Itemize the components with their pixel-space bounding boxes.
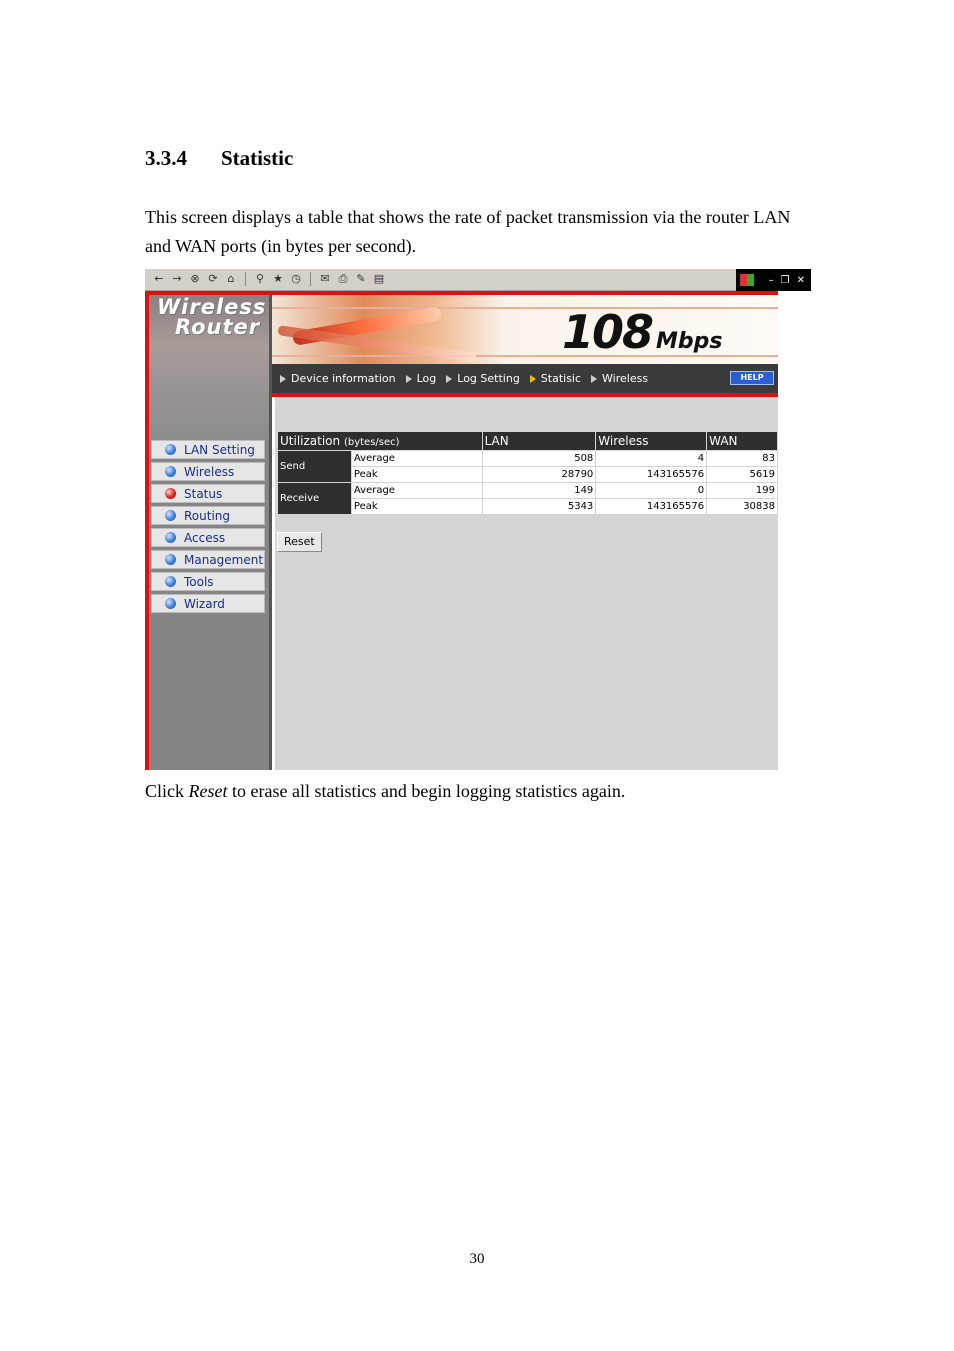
cell-wireless: 143165576 <box>596 467 707 483</box>
header-utilization-label: Utilization <box>280 434 341 448</box>
close-icon[interactable]: ✕ <box>796 274 805 286</box>
main-content <box>275 397 778 770</box>
bullet-icon <box>165 576 176 587</box>
arrow-icon <box>280 375 286 383</box>
caption-text-after: to erase all statistics and begin logging statistics again. <box>227 781 626 801</box>
cell-kind: Average <box>351 451 482 467</box>
cell-wan: 199 <box>707 483 778 499</box>
arrow-icon <box>591 375 597 383</box>
router-logo <box>149 295 269 440</box>
cell-lan: 149 <box>482 483 596 499</box>
tab-device-information[interactable] <box>280 372 396 385</box>
cell-kind: Peak <box>351 467 482 483</box>
header-wan: WAN <box>707 432 778 451</box>
sidebar-item-routing[interactable] <box>151 506 265 525</box>
bullet-icon <box>165 554 176 565</box>
active-arrow-icon <box>530 375 536 383</box>
table-row <box>278 483 778 499</box>
cell-kind: Average <box>351 483 482 499</box>
favorites-icon[interactable]: ★ <box>273 272 283 285</box>
header-unit: (bytes/sec) <box>343 437 400 448</box>
sidebar-item-wizard[interactable] <box>151 594 265 613</box>
toolbar-separator <box>310 272 311 286</box>
help-button[interactable]: HELP <box>730 371 774 385</box>
home-icon[interactable]: ⌂ <box>227 272 235 285</box>
search-icon[interactable]: ⚲ <box>255 272 265 285</box>
tab-label: Wireless <box>602 372 649 385</box>
toolbar-separator <box>245 272 246 286</box>
window-controls <box>736 269 811 291</box>
forward-arrow-icon[interactable]: → <box>172 272 182 285</box>
sidebar-item-label: Wireless <box>184 464 235 479</box>
bullet-icon <box>165 466 176 477</box>
mail-icon[interactable]: ✉ <box>320 272 330 285</box>
row-label-receive: Receive <box>278 483 352 515</box>
header-lan: LAN <box>482 432 596 451</box>
bullet-icon <box>165 510 176 521</box>
bullet-icon <box>165 532 176 543</box>
sidebar-item-tools[interactable] <box>151 572 265 591</box>
arrow-icon <box>406 375 412 383</box>
tab-label: Statisic <box>540 372 582 385</box>
cell-lan: 508 <box>482 451 596 467</box>
cell-lan: 28790 <box>482 467 596 483</box>
table-header-row <box>278 432 778 451</box>
sidebar-item-label: Routing <box>184 508 231 523</box>
cell-wan: 83 <box>707 451 778 467</box>
sidebar-item-wireless[interactable] <box>151 462 265 481</box>
brand-speed <box>562 305 723 359</box>
restore-icon[interactable]: ❐ <box>780 274 790 286</box>
print-icon[interactable]: ⎙ <box>338 272 348 285</box>
stop-icon[interactable]: ⊗ <box>190 272 200 285</box>
sidebar-nav <box>149 440 269 616</box>
section-title: Statistic <box>221 146 294 170</box>
arrow-icon <box>446 375 452 383</box>
discuss-icon[interactable]: ▤ <box>373 272 385 285</box>
tab-label: Device information <box>291 372 396 385</box>
browser-toolbar <box>145 269 811 291</box>
sidebar <box>149 295 272 770</box>
active-bullet-icon <box>165 488 176 499</box>
sidebar-item-label: Status <box>184 486 223 501</box>
logo-line2: Router <box>175 315 261 339</box>
cell-kind: Peak <box>351 499 482 515</box>
tab-statistic[interactable] <box>530 372 581 385</box>
caption-text-before: Click <box>145 781 189 801</box>
cell-wireless: 4 <box>596 451 707 467</box>
sidebar-item-label: Tools <box>184 574 214 589</box>
intro-paragraph: This screen displays a table that shows the rate of packet transmission via the router LAN and WAN ports (in bytes per second). <box>145 207 791 256</box>
statistics-table <box>277 431 778 515</box>
header-utilization <box>278 432 483 451</box>
bullet-icon <box>165 444 176 455</box>
sidebar-item-label: Wizard <box>184 596 225 611</box>
back-arrow-icon[interactable]: ← <box>154 272 164 285</box>
tab-log[interactable] <box>406 372 437 385</box>
sidebar-item-management[interactable] <box>151 550 265 569</box>
section-heading <box>145 146 293 171</box>
tab-log-setting[interactable] <box>446 372 520 385</box>
table-row <box>278 499 778 515</box>
sidebar-item-access[interactable] <box>151 528 265 547</box>
status-tabbar <box>272 364 778 397</box>
sidebar-item-label: Management <box>184 552 264 567</box>
table-row <box>278 467 778 483</box>
sidebar-item-status[interactable] <box>151 484 265 503</box>
page-number: 30 <box>469 1251 485 1267</box>
sidebar-item-label: Access <box>184 530 226 545</box>
router-screenshot <box>145 269 811 770</box>
history-icon[interactable]: ◷ <box>291 272 301 285</box>
bullet-icon <box>165 598 176 609</box>
caption-reset-emphasis: Reset <box>188 781 228 801</box>
windows-logo-icon <box>740 274 754 286</box>
row-label-send: Send <box>278 451 352 483</box>
sidebar-item-lan-setting[interactable] <box>151 440 265 459</box>
sidebar-item-label: LAN Setting <box>184 442 255 457</box>
cell-wireless: 143165576 <box>596 499 707 515</box>
table-row <box>278 451 778 467</box>
brand-number: 108 <box>562 305 653 359</box>
brand-unit: Mbps <box>656 329 723 354</box>
header-wireless: Wireless <box>596 432 707 451</box>
cell-wan: 30838 <box>707 499 778 515</box>
logo-line1: Wireless <box>157 295 267 319</box>
refresh-icon[interactable]: ⟳ <box>208 272 218 285</box>
tab-label: Log Setting <box>457 372 520 385</box>
cell-wan: 5619 <box>707 467 778 483</box>
edit-icon[interactable]: ✎ <box>356 272 366 285</box>
cell-wireless: 0 <box>596 483 707 499</box>
section-number: 3.3.4 <box>145 146 187 170</box>
caption <box>145 781 625 802</box>
reset-button[interactable]: Reset <box>277 532 322 552</box>
tab-label: Log <box>416 372 437 385</box>
header-banner <box>272 295 778 364</box>
cell-lan: 5343 <box>482 499 596 515</box>
tab-wireless[interactable] <box>591 372 648 385</box>
minimize-icon[interactable]: – <box>768 274 774 286</box>
